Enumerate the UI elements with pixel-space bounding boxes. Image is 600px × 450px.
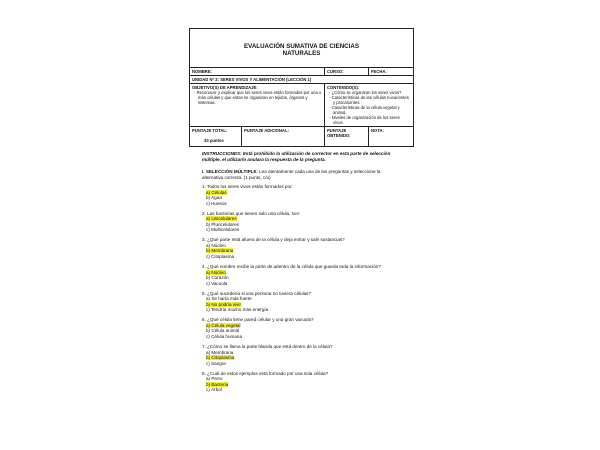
question-4 [202, 264, 402, 286]
correct-answer-highlight: a) Unicelulares [206, 216, 237, 222]
option[interactable]: c) Citoplasma [206, 253, 235, 259]
puntaje-total-label: PUNTAJE TOTAL: [192, 128, 228, 133]
objetivos-text: - Reconocer y explicar que los seres vivos están formados por una o más células y que estas se organizan en tejidos, órganos y sistemas. [194, 90, 322, 105]
section-text: : Lea atentamente cada una de las preguntas y seleccione la alternativa correcta. (1 punto, c/u) [202, 169, 381, 180]
question-text: 2. Las bacterias que tienen solo una célula, son: [202, 210, 301, 216]
option[interactable]: b) Pluricelulares [206, 221, 239, 227]
title-cell [190, 29, 414, 68]
option[interactable]: c) Huesos [206, 200, 227, 206]
question-text: 7. ¿Cómo se llama la parte blanda que está dentro de la célula? [202, 344, 333, 350]
evaluation-header [189, 28, 413, 147]
nota-field[interactable]: NOTA: [369, 127, 414, 147]
question-text: 1. Todos los seres vivos están formados por: [202, 184, 293, 189]
question-text: 6. ¿Qué célula tiene pared celular y una gran vacuola? [202, 317, 314, 323]
question-3 [202, 237, 402, 259]
option[interactable]: b) Célula animal [206, 328, 240, 334]
question-text: 3. ¿Qué parte está afuera de la célula y deja entrar y salir sustancias? [202, 237, 345, 243]
objetivos-cell [190, 84, 325, 127]
questions-list [202, 184, 402, 398]
option[interactable]: c) Tendría mucho más energía [206, 307, 269, 313]
contenidos-cell [325, 84, 414, 127]
option[interactable]: c) Célula humana [206, 333, 243, 339]
correct-answer-highlight: a) Célula vegetal [206, 322, 241, 328]
section-heading [202, 169, 402, 180]
correct-answer-highlight: b) Citoplasma [206, 355, 235, 361]
question-6 [202, 317, 402, 339]
contenido-item: - Niveles de organización de los seres vivos. [329, 115, 400, 125]
question-5 [202, 291, 402, 313]
option[interactable]: a) Se haría más fuerte [206, 296, 252, 302]
contenido-item: - Características de la célula vegetal y animal. [329, 105, 400, 115]
question-1 [202, 184, 402, 206]
option[interactable]: a) Perro [206, 376, 223, 382]
puntaje-total-cell [190, 127, 242, 147]
option[interactable]: a) Núcleo [206, 242, 226, 248]
correct-answer-highlight: b) Bacteria [206, 381, 229, 387]
question-text: 5. ¿Qué sucedería si una persona no tuviera células? [202, 290, 312, 296]
puntaje-adicional-field[interactable]: PUNTAJE ADICIONAL: [242, 127, 325, 147]
fecha-field[interactable]: FECHA: [369, 68, 414, 76]
nombre-field[interactable]: NOMBRE: [190, 68, 325, 76]
question-2 [202, 211, 402, 233]
option[interactable]: c) Árbol [206, 387, 222, 393]
option[interactable]: c) Multicelulares [206, 227, 240, 233]
contenido-item: - ¿Cómo se organizan los seres vivos? [329, 90, 402, 95]
option[interactable]: b) Corazón [206, 275, 229, 281]
page-title: EVALUACIÓN SUMATIVA DE CIENCIAS NATURALES [244, 42, 359, 57]
puntaje-total-value: 33 puntos [204, 138, 224, 143]
question-8 [202, 371, 402, 393]
header-table [189, 28, 414, 147]
correct-answer-highlight: a) Núcleo [206, 269, 226, 275]
correct-answer-highlight: b) Membrana [206, 248, 234, 254]
option[interactable]: a) Membrana [206, 349, 234, 355]
option[interactable]: c) Vacuola [206, 280, 228, 286]
contenidos-label: CONTENIDO(S): [327, 85, 360, 90]
contenido-item: - Características de las células eucariontes y procariontes. [329, 95, 409, 105]
objetivos-label: OBJETIVO(S) DE APRENDIZAJE: [192, 85, 258, 90]
question-7 [202, 344, 402, 366]
puntaje-obtenido-field[interactable]: PUNTAJE OBTENIDO: [325, 127, 369, 147]
question-text: 4. ¿Qué nombre recibe la parte de adentro de la célula que guarda toda la información? [202, 264, 381, 270]
section-title: I. SELECCIÓN MÚLTIPLE [202, 169, 257, 174]
correct-answer-highlight: b) No podría vivir [206, 301, 241, 307]
instructions: INSTRUCCIONES: Está prohibido la utilización de corrector en esta parte de selección múltiple, el utilizarlo anulara la respuesta de la pregunta. [202, 151, 391, 162]
unidad-label: UNIDAD N° 2: SERES VIVOS Y ALIMENTACIÓN (LECCIÓN 1) [190, 76, 414, 84]
correct-answer-highlight: a) Células [206, 189, 227, 195]
curso-field[interactable]: CURSO: [325, 68, 369, 76]
option[interactable]: b) Agua [206, 195, 222, 200]
question-text: 8. ¿Cuál de estos ejemplos está formado por una sola célula? [202, 370, 329, 376]
option[interactable]: c) Sangre [206, 360, 226, 366]
